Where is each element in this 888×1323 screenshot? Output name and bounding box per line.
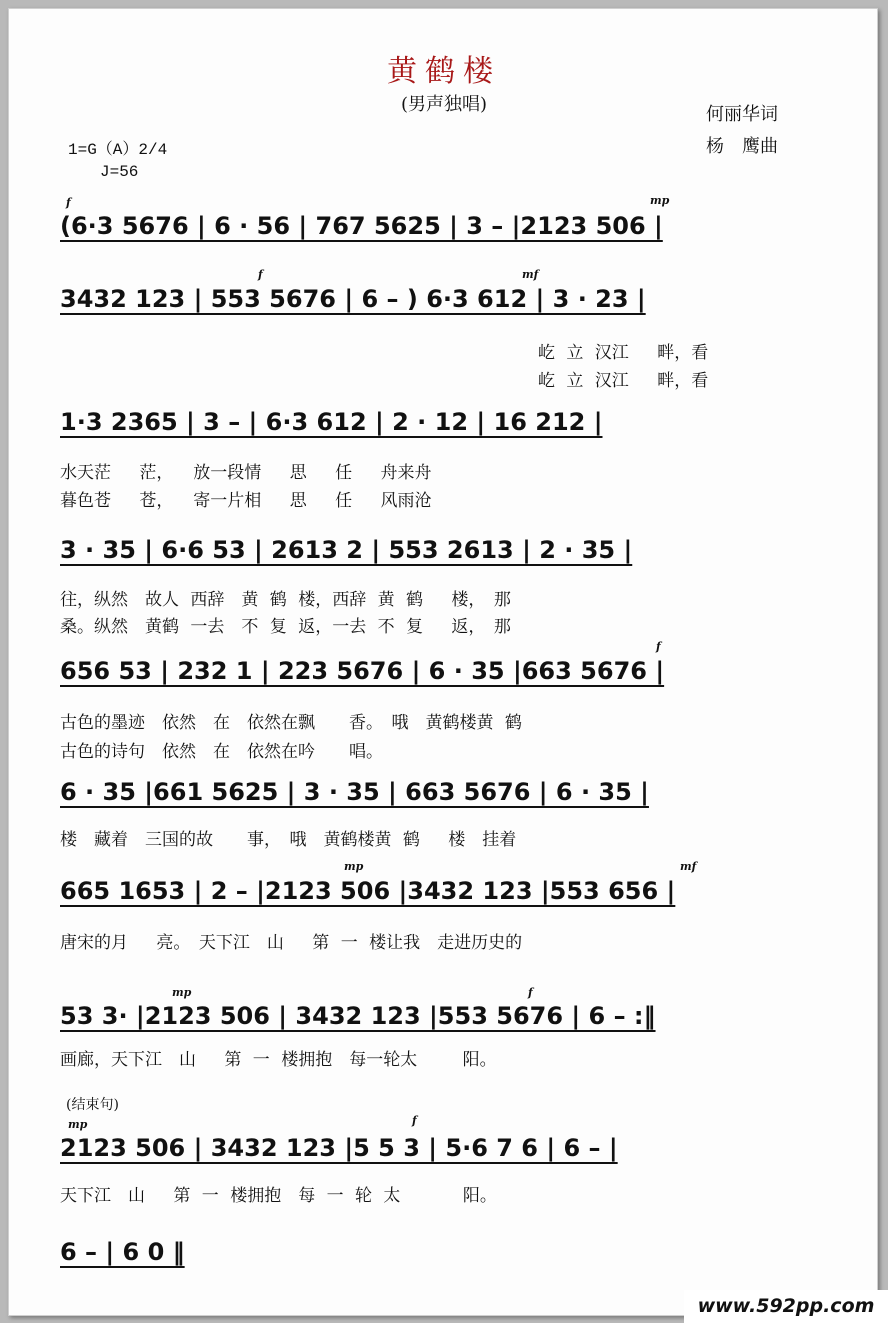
dynamic-mark: f — [258, 268, 263, 281]
song-title: 黄鹤楼 — [387, 54, 501, 89]
lyric-line: 暮色苍 苍， 寄一片相 思 任 风雨沧 — [60, 491, 432, 511]
lyric-line: 古色的墨迹 依然 在 依然在飘 香。 哦 黄鹤楼黄 鹤 — [60, 713, 522, 733]
dynamic-mark: mp — [172, 986, 192, 999]
notation-line: 53 3· |2123 506 | 3432 123 |553 5676 | 6 – :‖ — [60, 1002, 656, 1030]
lyric-line: 唐宋的月 亮。 天下江 山 第 一 楼让我 走进历史的 — [60, 933, 523, 953]
dynamic-mark: mp — [344, 860, 364, 873]
lyric-line: 屹 立 汉江 畔，看 — [538, 371, 709, 391]
dynamic-mark: mf — [680, 860, 697, 873]
dynamic-mark: mf — [522, 268, 539, 281]
song-subtitle: (男声独唱) — [400, 94, 488, 115]
lyric-line: 往，纵然 故人 西辞 黄 鹤 楼，西辞 黄 鹤 楼， 那 — [60, 590, 511, 610]
notation-line: 3 · 35 | 6·6 53 | 2613 2 | 553 2613 | 2 · 35 | — [60, 536, 633, 564]
lyric-line: 画廊，天下江 山 第 一 楼拥抱 每一轮太 阳。 — [60, 1050, 497, 1070]
notation-line: 2123 506 | 3432 123 |5 5 3 | 5·6 7 6 | 6 – | — [60, 1134, 618, 1162]
notation-line: 6 · 35 |661 5625 | 3 · 35 | 663 5676 | 6 · 35 | — [60, 778, 649, 806]
notation-line: 665 1653 | 2 – |2123 506 |3432 123 |553 656 | — [60, 877, 676, 905]
notation-line: 1·3 2365 | 3 – | 6·3 612 | 2 · 12 | 16 212 | — [60, 408, 603, 436]
notation-line: 656 53 | 232 1 | 223 5676 | 6 · 35 |663 5676 | — [60, 657, 665, 685]
dynamic-mark: mp — [68, 1118, 88, 1131]
ending-label: (结束句) — [66, 1097, 119, 1113]
key-signature: 1=G（A）2/4 — [68, 141, 168, 159]
dynamic-mark: f — [66, 196, 71, 209]
lyric-line: 桑。纵然 黄鹤 一去 不 复 返，一去 不 复 返， 那 — [60, 617, 511, 637]
lyric-line: 古色的诗句 依然 在 依然在吟 唱。 — [60, 742, 383, 762]
tempo-mark: J=56 — [100, 163, 139, 181]
dynamic-mark: f — [656, 640, 661, 653]
dynamic-mark: f — [528, 986, 533, 999]
lyric-line: 水天茫 茫， 放一段情 思 任 舟来舟 — [60, 463, 432, 483]
notation-line: 3432 123 | 553 5676 | 6 – ) 6·3 612 | 3 · 23 | — [60, 285, 646, 313]
notation-line: 6 – | 6 0 ‖ — [60, 1238, 185, 1266]
notation-line: (6·3 5676 | 6 · 56 | 767 5625 | 3 – |2123 506 | — [60, 212, 663, 240]
lyric-line: 楼 藏着 三国的故 事， 哦 黄鹤楼黄 鹤 楼 挂着 — [60, 830, 517, 850]
lyric-line: 天下江 山 第 一 楼拥抱 每 一 轮 太 阳。 — [60, 1186, 497, 1206]
lyric-line: 屹 立 汉江 畔，看 — [538, 343, 709, 363]
composer: 杨 鹰曲 — [706, 136, 778, 157]
dynamic-mark: mp — [650, 194, 670, 207]
dynamic-mark: f — [412, 1114, 417, 1127]
lyricist: 何丽华词 — [706, 104, 778, 125]
watermark: www.592pp.com — [684, 1290, 888, 1323]
